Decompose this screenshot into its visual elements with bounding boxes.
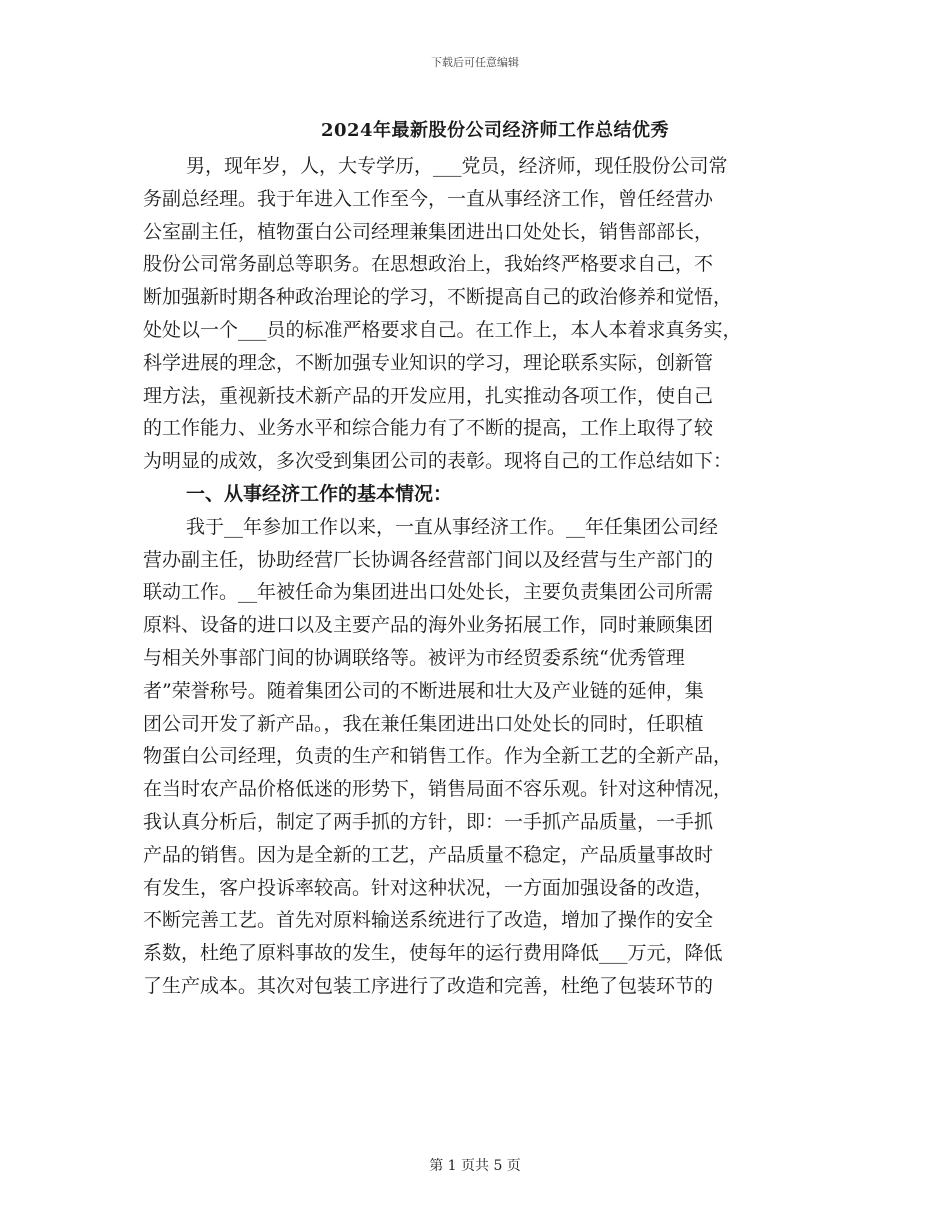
page-number: 第 1 页共 5 页 bbox=[429, 1158, 521, 1174]
paragraph-line: 了生产成本。其次对包装工序进行了改造和完善，杜绝了包装环节的 bbox=[143, 974, 714, 997]
paragraph-line: 断加强新时期各种政治理论的学习，不断提高自己的政治修养和觉悟， bbox=[143, 286, 733, 309]
paragraph-line: 原料、设备的进口以及主要产品的海外业务拓展工作，同时兼顾集团 bbox=[143, 614, 714, 637]
paragraph-line: 股份公司常务副总等职务。在思想政治上，我始终严格要求自己，不 bbox=[143, 253, 714, 276]
paragraph-line: 我认真分析后，制定了两手抓的方针，即：一手抓产品质量，一手抓 bbox=[143, 810, 714, 833]
paragraph-line: 不断完善工艺。首先对原料输送系统进行了改造，增加了操作的安全 bbox=[143, 909, 714, 932]
paragraph-line: 物蛋白公司经理，负责的生产和销售工作。作为全新工艺的全新产品， bbox=[143, 745, 733, 768]
paragraph-line: 务副总经理。我于年进入工作至今，一直从事经济工作，曾任经营办 bbox=[143, 187, 714, 210]
paragraph-line: 有发生，客户投诉率较高。针对这种状况，一方面加强设备的改造， bbox=[143, 876, 714, 899]
paragraph-line: 处处以一个___员的标准严格要求自己。在工作上，本人本着求真务实， bbox=[143, 318, 742, 341]
paragraph-line: 公室副主任，植物蛋白公司经理兼集团进出口处处长，销售部部长， bbox=[143, 220, 714, 243]
paragraph-line: 科学进展的理念，不断加强专业知识的学习，理论联系实际，创新管 bbox=[143, 351, 714, 374]
document-title: 2024年最新股份公司经济师工作总结优秀 bbox=[320, 120, 670, 141]
paragraph-line: 团公司开发了新产品。，我在兼任集团进出口处处长的同时，任职植 bbox=[143, 712, 704, 735]
paragraph-line: 在当时农产品价格低迷的形势下，销售局面不容乐观。针对这种情况， bbox=[143, 778, 733, 801]
paragraph-line: 为明显的成效，多次受到集团公司的表彰。现将自己的工作总结如下： bbox=[143, 450, 733, 473]
paragraph-line: 者”荣誉称号。随着集团公司的不断进展和壮大及产业链的延伸，集 bbox=[143, 679, 704, 702]
paragraph-line: 的工作能力、业务水平和综合能力有了不断的提高，工作上取得了较 bbox=[143, 417, 714, 440]
section-heading: 一、从事经济工作的基本情况： bbox=[186, 482, 453, 505]
paragraph-line: 男，现年岁，人，大专学历，___党员，经济师，现任股份公司常 bbox=[186, 155, 728, 177]
paragraph-line: 系数，杜绝了原料事故的发生，使每年的运行费用降低___万元，降低 bbox=[143, 942, 723, 965]
paragraph-line: 理方法，重视新技术新产品的开发应用，扎实推动各项工作，使自己 bbox=[143, 384, 714, 407]
paragraph-line: 营办副主任，协助经营厂长协调各经营部门间以及经营与生产部门的 bbox=[143, 548, 714, 571]
paragraph-line: 与相关外事部门间的协调联络等。被评为市经贸委系统“优秀管理 bbox=[143, 646, 685, 669]
header-note: 下载后可任意编辑 bbox=[431, 56, 519, 69]
paragraph-line: 产品的销售。因为是全新的工艺，产品质量不稳定，产品质量事故时 bbox=[143, 843, 714, 866]
document-body bbox=[143, 150, 813, 1003]
paragraph-line: 我于__年参加工作以来，一直从事经济工作。__年任集团公司经 bbox=[186, 515, 719, 538]
paragraph-line: 联动工作。__年被任命为集团进出口处处长，主要负责集团公司所需 bbox=[143, 581, 714, 604]
